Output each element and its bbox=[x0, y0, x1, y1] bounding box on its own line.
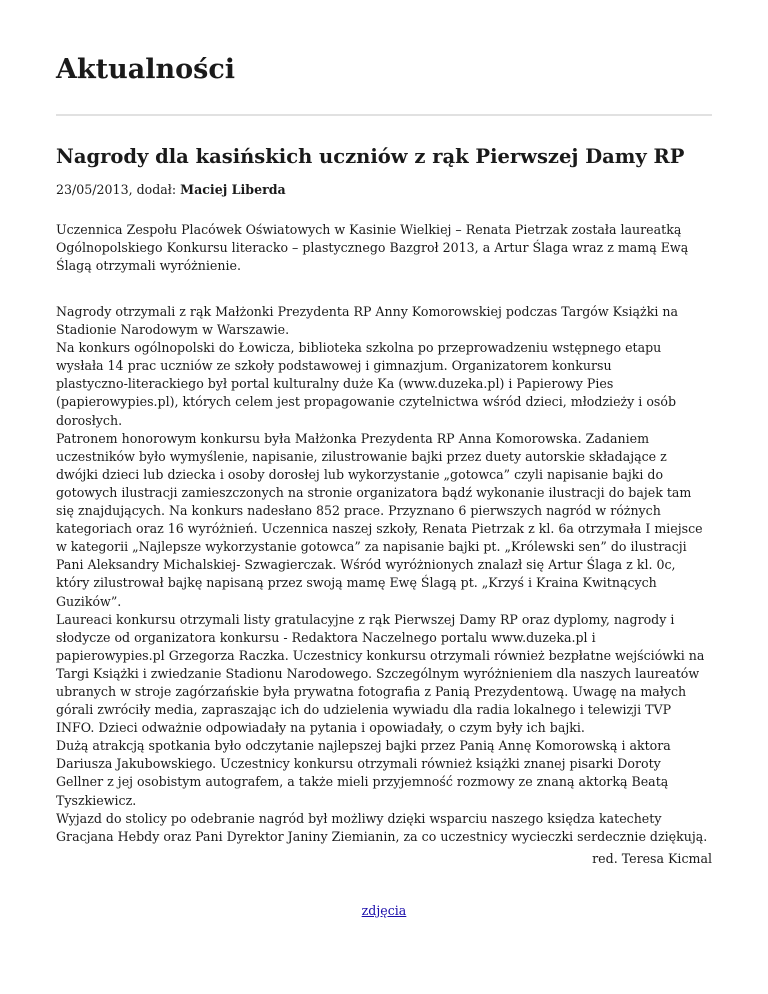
body-line: Guzików”. bbox=[56, 593, 122, 609]
body-line: uczestników było wymyślenie, napisanie, zilustrowanie bajki przez duety autorskie składające z bbox=[56, 448, 667, 464]
title-divider bbox=[56, 114, 712, 116]
body-line: Wyjazd do stolicy po odebranie nagród był możliwy dzięki wsparciu naszego księdza katechety bbox=[56, 810, 662, 826]
body-line: Dużą atrakcją spotkania było odczytanie najlepszej bajki przez Panią Annę Komorowską i aktora bbox=[56, 738, 671, 754]
body-line: Patronem honorowym konkursu była Małżonka Prezydenta RP Anna Komorowska. Zadaniem bbox=[56, 430, 650, 446]
body-line: Tyszkiewicz. bbox=[56, 792, 137, 808]
lead-line: Ślagą otrzymali wyróżnienie. bbox=[56, 258, 241, 274]
body-line: Pani Aleksandry Michalskiej- Szwagierczak. Wśród wyróżnionych znalazł się Artur Ślaga z kl. 0c, bbox=[56, 557, 676, 573]
body-line: plastyczno-literackiego był portal kulturalny duże Ka (www.duzeka.pl) i Papierowy Pies bbox=[56, 376, 614, 392]
lead-line: Uczennica Zespołu Placówek Oświatowych w Kasinie Wielkiej – Renata Pietrzak została laureatką bbox=[56, 222, 682, 237]
lead-line: Ogólnopolskiego Konkursu literacko – plastycznego Bazgroł 2013, a Artur Ślaga wraz z mamą Ewą bbox=[56, 240, 689, 256]
body-line: Laureaci konkursu otrzymali listy gratulacyjne z rąk Pierwszej Damy RP oraz dyplomy, nagrody i bbox=[56, 611, 675, 627]
body-line: Stadionie Narodowym w Warszawie. bbox=[56, 322, 290, 338]
article-date: 23/05/2013, dodał: bbox=[56, 182, 181, 197]
body-line: INFO. Dzieci odważnie odpowiadały na pytania i opowiadały, o czym były ich bajki. bbox=[56, 720, 585, 736]
body-line: dwójki dzieci lub dziecka i osoby dorosłej lub wykorzystanie „gotowca” czyli napisanie bajki do bbox=[56, 466, 664, 482]
article-body bbox=[56, 303, 716, 846]
body-line: górali zwróciły media, zapraszając ich do udzielenia wywiadu dla radia lokalnego i telewizji TVP bbox=[56, 702, 672, 718]
body-line: ubranych w stroje zagórzańskie była prywatna fotografia z Panią Prezydentową. Uwagę na małych bbox=[56, 683, 687, 699]
body-line: Gracjana Hebdy oraz Pani Dyrektor Janiny Ziemianin, za co uczestnicy wycieczki serdecznie dziękują. bbox=[56, 828, 708, 844]
body-line: Na konkurs ogólnopolski do Łowicza, biblioteka szkolna po przeprowadzeniu wstępnego etapu bbox=[56, 340, 662, 356]
body-line: Gellner z jej osobistym autografem, a także mieli przyjemność rozmowy ze znaną aktorką Beatą bbox=[56, 774, 669, 790]
article-meta bbox=[56, 181, 286, 199]
body-line: gotowych ilustracji zamieszczonych na stronie organizatora bądź wykonanie ilustracji do bajek tam bbox=[56, 484, 692, 500]
article-author: Maciej Liberda bbox=[180, 182, 286, 197]
article-lead bbox=[56, 221, 716, 275]
body-line: który zilustrował bajkę napisaną przez swoją mamę Ewę Ślagą pt. „Krzyś i Kraina Kwitnących bbox=[56, 575, 657, 591]
body-line: papierowypies.pl Grzegorza Raczka. Uczestnicy konkursu otrzymali również bezpłatne wejściówki na bbox=[56, 647, 705, 663]
body-line: się znajdujących. Na konkurs nadesłano 852 prace. Przyznano 6 pierwszych nagród w różnych bbox=[56, 503, 661, 519]
body-line: dorosłych. bbox=[56, 412, 123, 428]
photos-link[interactable]: zdjęcia bbox=[361, 903, 407, 918]
body-line: w kategorii „Najlepsze wykorzystanie gotowca” za napisanie bajki pt. „Królewski sen” do ilustracji bbox=[56, 539, 687, 555]
page-title: Aktualności bbox=[56, 54, 236, 85]
article-signature: red. Teresa Kicmal bbox=[592, 851, 712, 866]
body-line: (papierowypies.pl), których celem jest propagowanie czytelnictwa wśród dzieci, młodzieży i osób bbox=[56, 394, 677, 410]
photos-link-container bbox=[0, 902, 768, 920]
body-line: wysłała 14 prac uczniów ze szkoły podstawowej i gimnazjum. Organizatorem konkursu bbox=[56, 358, 612, 374]
body-line: kategoriach oraz 16 wyróżnień. Uczennica naszej szkoły, Renata Pietrzak z kl. 6a otrzymała I miejsce bbox=[56, 521, 703, 537]
body-line: słodycze od organizatora konkursu - Redaktora Naczelnego portalu www.duzeka.pl i bbox=[56, 629, 596, 645]
article-title: Nagrody dla kasińskich uczniów z rąk Pierwszej Damy RP bbox=[56, 145, 685, 168]
body-line: Nagrody otrzymali z rąk Małżonki Prezydenta RP Anny Komorowskiej podczas Targów Książki na bbox=[56, 304, 678, 319]
body-line: Targi Książki i zwiedzanie Stadionu Narodowego. Szczególnym wyróżnieniem dla naszych laureatów bbox=[56, 665, 700, 681]
body-line: Dariusza Jakubowskiego. Uczestnicy konkursu otrzymali również książki znanej pisarki Doroty bbox=[56, 756, 661, 772]
